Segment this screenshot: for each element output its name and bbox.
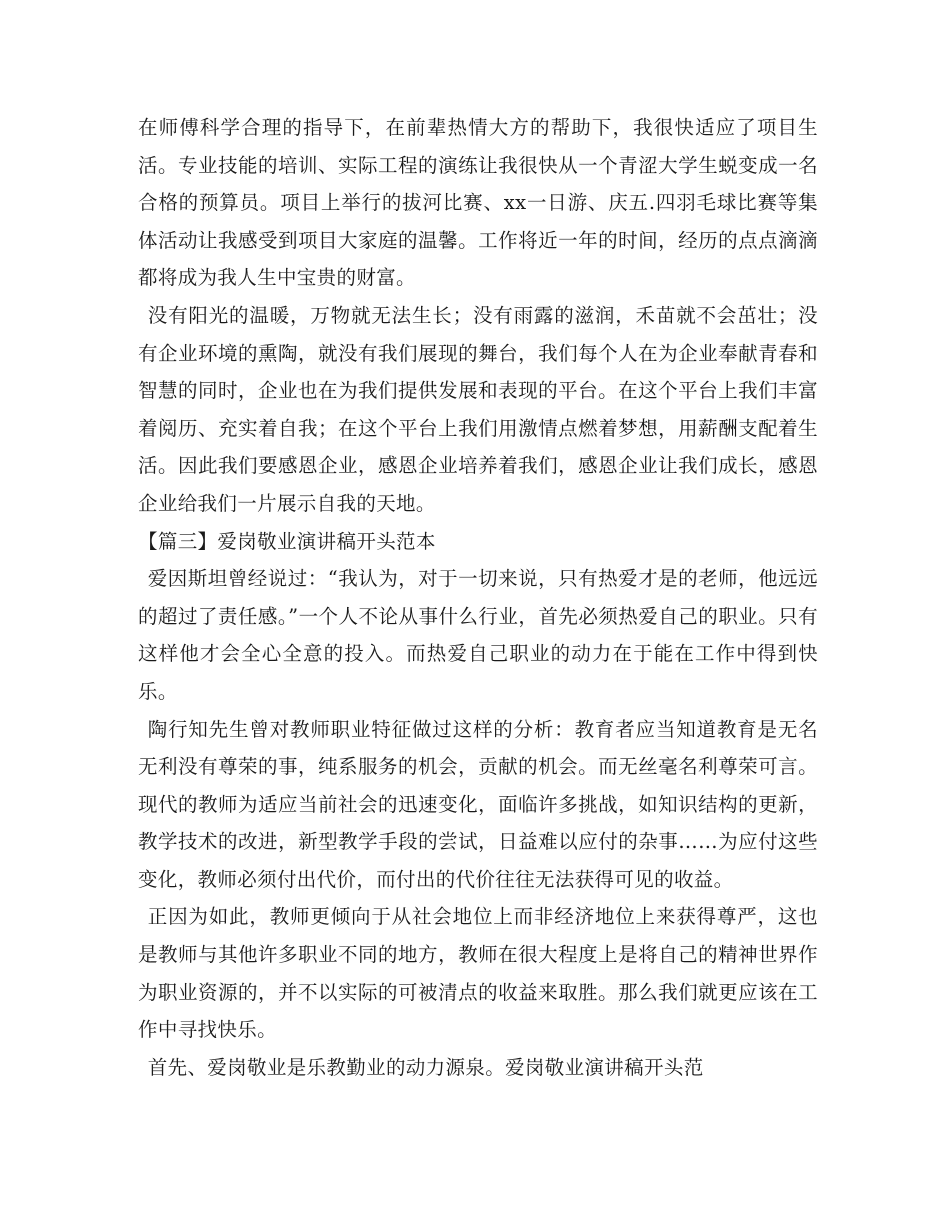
section-heading: 【篇三】爱岗敬业演讲稿开头范本: [138, 529, 436, 553]
paragraph-2: 没有阳光的温暖，万物就无法生长；没有雨露的滋润，禾苗就不会茁壮；没有企业环境的熏陶，就没有我们展现的舞台，我们每个人在为企业奉献青春和智慧的同时，企业也在为我们提供发展和表现的平台。在这个平台上我们丰富着阅历、充实着自我；在这个平台上我们用激情点燃着梦想，用薪酬支配着生活。因此我们要感恩企业，感恩企业培养着我们，感恩企业让我们成长，感恩企业给我们一片展示自我的天地。: [138, 303, 818, 515]
paragraph-6: 首先、爱岗敬业是乐教勤业的动力源泉。爱岗敬业演讲稿开头范: [147, 1055, 704, 1079]
paragraph-1: 在师傅科学合理的指导下，在前辈热情大方的帮助下，我很快适应了项目生活。专业技能的培训、实际工程的演练让我很快从一个青涩大学生蜕变成一名合格的预算员。项目上举行的拔河比赛、xx一日游、庆五.四羽毛球比赛等集体活动让我感受到项目大家庭的温馨。工作将近一年的时间，经历的点点滴滴都将成为我人生中宝贵的财富。: [138, 116, 818, 290]
paragraph-5: 正因为如此，教师更倾向于从社会地位上而非经济地位上来获得尊严，这也是教师与其他许多职业不同的地方，教师在很大程度上是将自己的精神世界作为职业资源的，并不以实际的可被清点的收益来取胜。那么我们就更应该在工作中寻找快乐。: [138, 905, 818, 1042]
paragraph-4: 陶行知先生曾对教师职业特征做过这样的分析：教育者应当知道教育是无名无利没有尊荣的事，纯系服务的机会，贡献的机会。而无丝毫名利尊荣可言。现代的教师为适应当前社会的迅速变化，面临许多挑战，如知识结构的更新，教学技术的改进，新型教学手段的尝试，日益难以应付的杂事……为应付这些变化，教师必须付出代价，而付出的代价往往无法获得可见的收益。: [138, 717, 818, 891]
paragraph-3: 爱因斯坦曾经说过：“我认为，对于一切来说，只有热爱才是的老师，他远远的超过了责任感。”一个人不论从事什么行业，首先必须热爱自己的职业。只有这样他才会全心全意的投入。而热爱自己职业的动力在于能在工作中得到快乐。: [138, 567, 818, 703]
document-body: [138, 109, 818, 1086]
